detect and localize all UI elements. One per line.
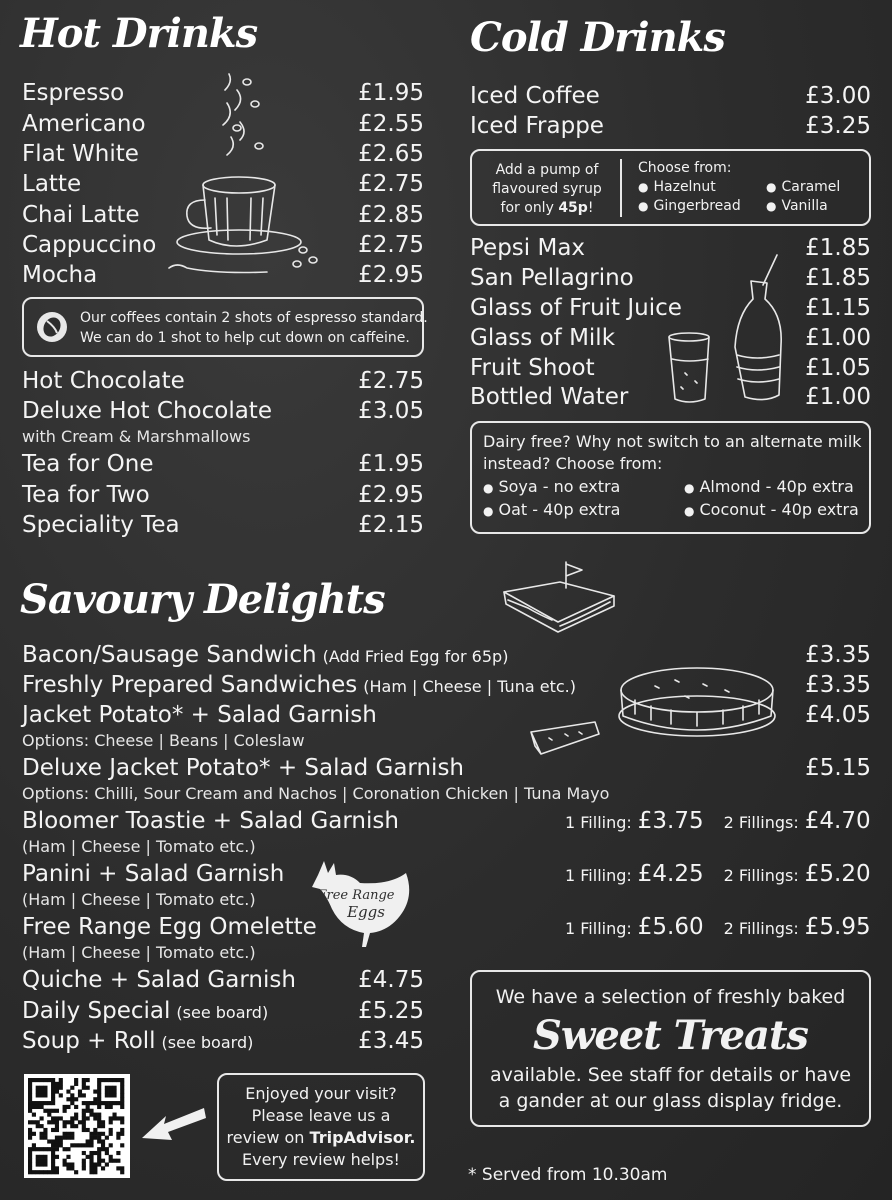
item-name: Hot Chocolate (22, 368, 185, 394)
item-note: (Add Fried Egg for 65p) (322, 647, 509, 666)
item-name: Americano (22, 111, 146, 137)
item-price: £2.65 (358, 141, 424, 167)
filling-prices (565, 859, 871, 891)
menu-item (22, 1026, 424, 1058)
item-price: £2.75 (358, 171, 424, 197)
filling-price-2: £4.70 (804, 808, 871, 834)
item-price: £5.25 (358, 998, 424, 1024)
cold-drinks-heading: Cold Drinks (470, 14, 725, 61)
syrup-option: ● Vanilla (766, 198, 828, 214)
milk-option: ● Almond - 40p extra (684, 477, 854, 496)
item-name: Bloomer Toastie + Salad Garnish (22, 808, 399, 834)
hen-text-eggs: Eggs (347, 903, 385, 921)
item-price: £5.15 (805, 755, 871, 781)
item-name: Latte (22, 171, 82, 197)
arrow-icon (140, 1104, 206, 1148)
item-price: £1.05 (805, 355, 871, 381)
item-price: £1.85 (805, 235, 871, 261)
item-name: Daily Special (22, 998, 171, 1024)
filling-label-1: 1 Filling: (565, 866, 632, 885)
item-description: (Ham | Cheese | Tomato etc.) (22, 943, 256, 962)
item-name: Speciality Tea (22, 512, 180, 538)
item-note: (Ham | Cheese | Tuna etc.) (363, 677, 576, 696)
item-name: Deluxe Hot Chocolate (22, 398, 272, 424)
filling-price-1: £5.60 (637, 914, 704, 940)
item-name: Iced Frappe (470, 113, 604, 139)
coffee-cup-illustration (165, 70, 325, 280)
savoury-heading: Savoury Delights (20, 576, 385, 623)
item-price: £3.25 (805, 113, 871, 139)
item-price: £2.15 (358, 512, 424, 538)
item-name: Tea for Two (22, 482, 150, 508)
filling-label-1: 1 Filling: (565, 813, 632, 832)
item-price: £2.85 (358, 202, 424, 228)
free-range-hen-illustration (310, 855, 420, 950)
item-name: Quiche + Salad Garnish (22, 967, 296, 993)
item-price: £2.75 (358, 368, 424, 394)
item-price: £1.00 (805, 384, 871, 410)
menu-item (22, 670, 871, 702)
milk-option: ● Oat - 40p extra (483, 500, 620, 519)
item-name: Panini + Salad Garnish (22, 861, 285, 887)
menu-item (22, 806, 399, 836)
item-name: Soup + Roll (22, 1028, 156, 1054)
item-name: Cappuccino (22, 232, 157, 258)
menu-item (22, 996, 424, 1028)
filling-price-1: £3.75 (637, 808, 704, 834)
menu-item (470, 81, 871, 111)
item-price: £2.95 (358, 262, 424, 288)
sweet-line-1: We have a selection of freshly baked (495, 986, 846, 1008)
menu-item (22, 859, 284, 889)
footnote: * Served from 10.30am (468, 1165, 668, 1185)
item-price: £3.35 (805, 642, 871, 668)
item-description: (Ham | Cheese | Tomato etc.) (22, 890, 256, 909)
menu-item (470, 111, 871, 141)
menu-item (22, 640, 871, 672)
item-name: Flat White (22, 141, 139, 167)
filling-prices (565, 806, 871, 838)
item-name: Glass of Fruit Juice (470, 295, 682, 321)
item-name: San Pellagrino (470, 265, 634, 291)
menu-item (22, 965, 424, 995)
item-price: £3.45 (358, 1028, 424, 1054)
coffee-bean-icon (36, 311, 68, 343)
qr-code[interactable] (24, 1074, 130, 1178)
item-name: Jacket Potato* + Salad Garnish (22, 702, 377, 728)
item-price: £2.95 (358, 482, 424, 508)
menu-item (22, 510, 424, 540)
hot-drinks-heading: Hot Drinks (20, 10, 258, 57)
item-name: Bacon/Sausage Sandwich (22, 642, 317, 668)
item-name: Pepsi Max (470, 235, 586, 261)
item-name: Fruit Shoot (470, 355, 595, 381)
item-price: £4.05 (805, 702, 871, 728)
filling-label-2: 2 Fillings: (723, 866, 799, 885)
dairy-free-box (470, 421, 871, 534)
item-note: (see board) (176, 1003, 269, 1022)
bottle-and-glass-illustration (665, 255, 785, 405)
syrup-divider (620, 159, 622, 217)
item-name: Mocha (22, 262, 98, 288)
item-description: Options: Cheese | Beans | Coleslaw (22, 731, 305, 750)
filling-price-2: £5.20 (804, 861, 871, 887)
item-price: £3.05 (358, 398, 424, 424)
syrup-box (470, 149, 871, 226)
menu-item (22, 396, 424, 426)
sweet-treats-box (470, 970, 871, 1127)
item-name: Glass of Milk (470, 325, 616, 351)
tripadvisor-link[interactable]: TripAdvisor. (309, 1128, 416, 1147)
item-price: £1.15 (805, 295, 871, 321)
sweet-title: Sweet Treats (533, 1012, 808, 1059)
filling-label-2: 2 Fillings: (723, 919, 799, 938)
item-price: £3.35 (805, 672, 871, 698)
hen-text-free-range: Free Range (317, 888, 395, 903)
menu-item (22, 480, 424, 510)
item-note: (see board) (161, 1033, 254, 1052)
item-name: Tea for One (22, 451, 154, 477)
menu-item (22, 366, 424, 396)
menu-item (22, 449, 424, 479)
menu-item (22, 753, 871, 783)
coffee-note-text: Our coffees contain 2 shots of espresso standard. We can do 1 shot to help cut down on caffeine. (80, 310, 428, 346)
filling-price-2: £5.95 (804, 914, 871, 940)
item-price: £3.00 (805, 83, 871, 109)
syrup-choose-label: Choose from: (638, 160, 732, 176)
item-name: Free Range Egg Omelette (22, 914, 317, 940)
sweet-line-3: a gander at our glass display fridge. (498, 1090, 843, 1112)
milk-option: ● Coconut - 40p extra (684, 500, 859, 519)
item-price: £4.75 (358, 967, 424, 993)
item-price: £2.55 (358, 111, 424, 137)
review-box[interactable]: Enjoyed your visit? Please leave us a review on TripAdvisor. Every review helps! (217, 1073, 425, 1181)
syrup-offer-text: Add a pump of flavoured syrup for only 45p! (492, 162, 602, 216)
milk-option: ● Soya - no extra (483, 477, 620, 496)
item-price: £2.75 (358, 232, 424, 258)
syrup-option: ● Caramel (766, 179, 840, 195)
filling-prices (565, 912, 871, 944)
item-name: Iced Coffee (470, 83, 600, 109)
filling-price-1: £4.25 (637, 861, 704, 887)
menu-item (22, 700, 871, 730)
item-price: £1.95 (358, 80, 424, 106)
syrup-option: ● Hazelnut (638, 179, 716, 195)
item-name: Bottled Water (470, 384, 629, 410)
menu-item (22, 912, 317, 942)
filling-label-1: 1 Filling: (565, 919, 632, 938)
syrup-option: ● Gingerbread (638, 198, 741, 214)
sweet-line-2: available. See staff for details or have (489, 1064, 852, 1086)
coffee-shots-note (22, 297, 428, 357)
item-name: Deluxe Jacket Potato* + Salad Garnish (22, 755, 464, 781)
item-description: (Ham | Cheese | Tomato etc.) (22, 837, 256, 856)
item-price: £1.85 (805, 265, 871, 291)
sandwich-illustration (500, 562, 620, 632)
item-price: £1.00 (805, 325, 871, 351)
item-price: £1.95 (358, 451, 424, 477)
filling-label-2: 2 Fillings: (723, 813, 799, 832)
item-description: with Cream & Marshmallows (22, 427, 251, 446)
item-name: Freshly Prepared Sandwiches (22, 672, 358, 698)
item-description: Options: Chilli, Sour Cream and Nachos | Coronation Chicken | Tuna Mayo (22, 784, 610, 803)
dairy-free-text: Dairy free? Why not switch to an alternate milk instead? Choose from: (483, 432, 862, 473)
item-name: Chai Latte (22, 202, 140, 228)
item-name: Espresso (22, 80, 125, 106)
